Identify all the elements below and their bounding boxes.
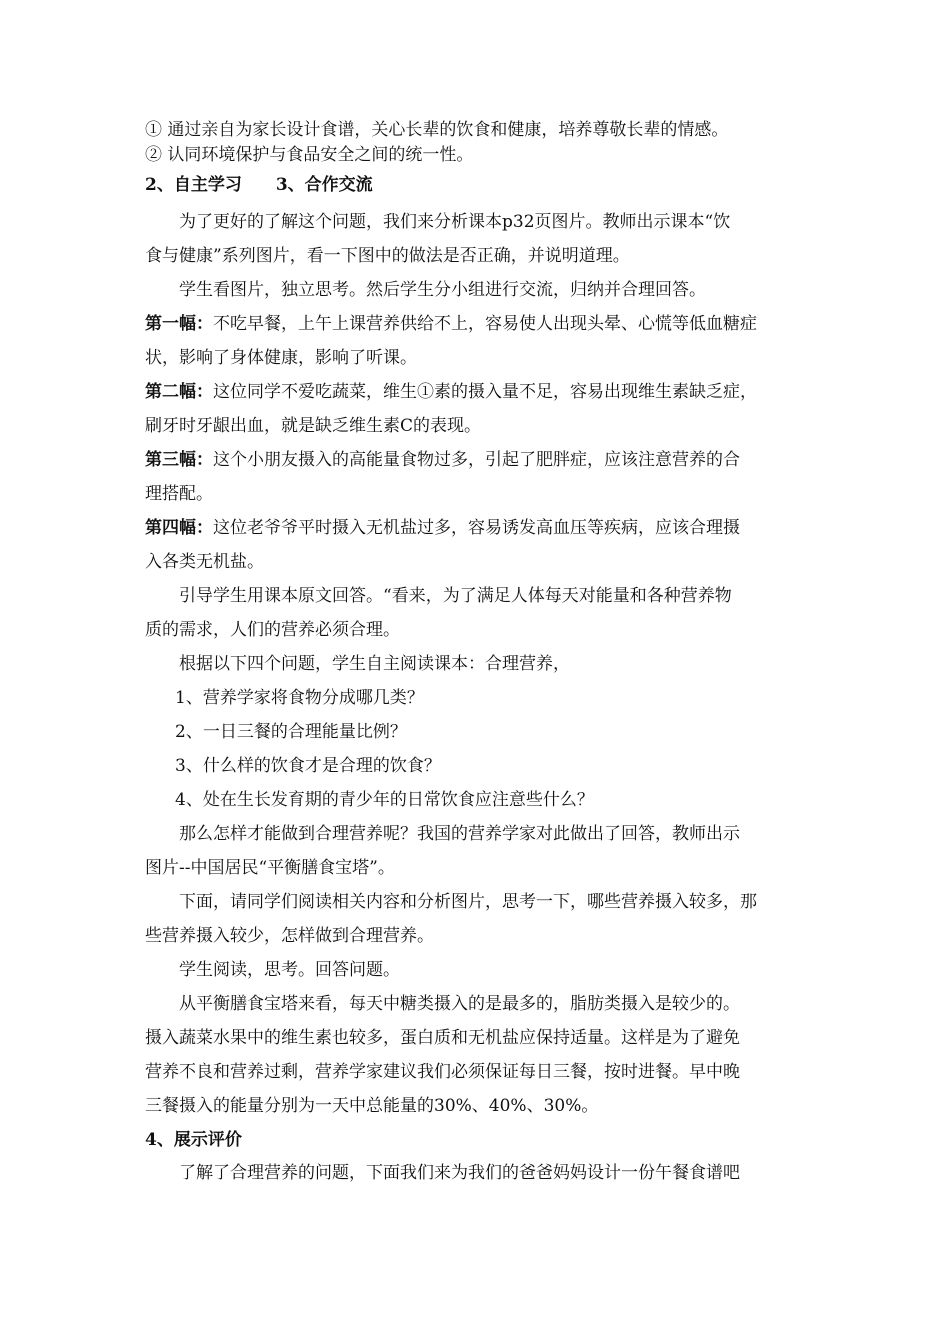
section-heading-4: 4、展示评价 bbox=[145, 1130, 242, 1150]
objective-2: ② 认同环境保护与食品安全之间的统一性。 bbox=[145, 145, 474, 165]
paragraph-conclusion-line1: 从平衡膳食宝塔来看，每天中糖类摄入的是最多的，脂肪类摄入是较少的。 bbox=[179, 994, 740, 1014]
paragraph-read-analyze-line2: 些营养摄入较少，怎样做到合理营养。 bbox=[145, 926, 434, 946]
picture-3-text: 这个小朋友摄入的高能量食物过多，引起了肥胖症，应该注意营养的合 bbox=[213, 450, 740, 470]
question-3: 3、什么样的饮食才是合理的饮食？ bbox=[175, 756, 441, 776]
picture-2-text: 这位同学不爱吃蔬菜，维生①素的摄入量不足，容易出现维生素缺乏症， bbox=[213, 382, 757, 402]
paragraph-conclusion-line2: 摄入蔬菜水果中的维生素也较多，蛋白质和无机盐应保持适量。这样是为了避免 bbox=[145, 1028, 740, 1048]
picture-2-label: 第二幅： bbox=[145, 382, 213, 402]
picture-3-line2: 理搭配。 bbox=[145, 484, 213, 504]
picture-2-line2: 刷牙时牙龈出血，就是缺乏维生素C的表现。 bbox=[145, 416, 482, 436]
paragraph-pagoda-line1: 那么怎样才能做到合理营养呢？我国的营养学家对此做出了回答，教师出示 bbox=[179, 824, 740, 844]
paragraph-conclusion-line4: 三餐摄入的能量分别为一天中总能量的30%、40%、30%。 bbox=[145, 1096, 599, 1116]
paragraph-lunch-recipe: 了解了合理营养的问题，下面我们来为我们的爸爸妈妈设计一份午餐食谱吧 bbox=[179, 1163, 740, 1183]
picture-4-line1 bbox=[145, 511, 810, 545]
paragraph-intro-line2: 食与健康”系列图片，看一下图中的做法是否正确，并说明道理。 bbox=[145, 246, 630, 266]
picture-3-label: 第三幅： bbox=[145, 450, 213, 470]
picture-4-text: 这位老爷爷平时摄入无机盐过多，容易诱发高血压等疾病，应该合理摄 bbox=[213, 518, 740, 538]
paragraph-students-discuss: 学生看图片，独立思考。然后学生分小组进行交流，归纳并合理回答。 bbox=[179, 280, 706, 300]
objective-1: ① 通过亲自为家长设计食谱，关心长辈的饮食和健康，培养尊敬长辈的情感。 bbox=[145, 120, 729, 140]
picture-1-line2: 状，影响了身体健康，影响了听课。 bbox=[145, 348, 417, 368]
picture-1-line1 bbox=[145, 307, 810, 341]
paragraph-pagoda-line2: 图片--中国居民“平衡膳食宝塔”。 bbox=[145, 858, 395, 878]
picture-2-line1 bbox=[145, 375, 810, 409]
paragraph-textbook-answer-line2: 质的需求，人们的营养必须合理。 bbox=[145, 620, 400, 640]
picture-4-label: 第四幅： bbox=[145, 518, 213, 538]
paragraph-intro-line1: 为了更好的了解这个问题，我们来分析课本p32页图片。教师出示课本“饮 bbox=[179, 212, 731, 232]
paragraph-four-questions: 根据以下四个问题，学生自主阅读课本：合理营养， bbox=[179, 654, 570, 674]
document-body bbox=[145, 118, 810, 1190]
picture-1-text: 不吃早餐，上午上课营养供给不上，容易使人出现头晕、心慌等低血糖症 bbox=[213, 314, 757, 334]
question-1: 1、营养学家将食物分成哪几类？ bbox=[175, 688, 424, 708]
section-heading-2-3: 2、自主学习 3、合作交流 bbox=[145, 175, 373, 195]
picture-1-label: 第一幅： bbox=[145, 314, 213, 334]
picture-3-line1 bbox=[145, 443, 810, 477]
paragraph-conclusion-line3: 营养不良和营养过剩，营养学家建议我们必须保证每日三餐，按时进餐。早中晚 bbox=[145, 1062, 740, 1082]
question-2: 2、一日三餐的合理能量比例？ bbox=[175, 722, 407, 742]
paragraph-textbook-answer-line1: 引导学生用课本原文回答。“看来，为了满足人体每天对能量和各种营养物 bbox=[179, 586, 732, 606]
paragraph-students-answer: 学生阅读，思考。回答问题。 bbox=[179, 960, 400, 980]
paragraph-read-analyze-line1: 下面，请同学们阅读相关内容和分析图片，思考一下，哪些营养摄入较多，那 bbox=[179, 892, 757, 912]
question-4: 4、处在生长发育期的青少年的日常饮食应注意些什么？ bbox=[175, 790, 594, 810]
picture-4-line2: 入各类无机盐。 bbox=[145, 552, 264, 572]
